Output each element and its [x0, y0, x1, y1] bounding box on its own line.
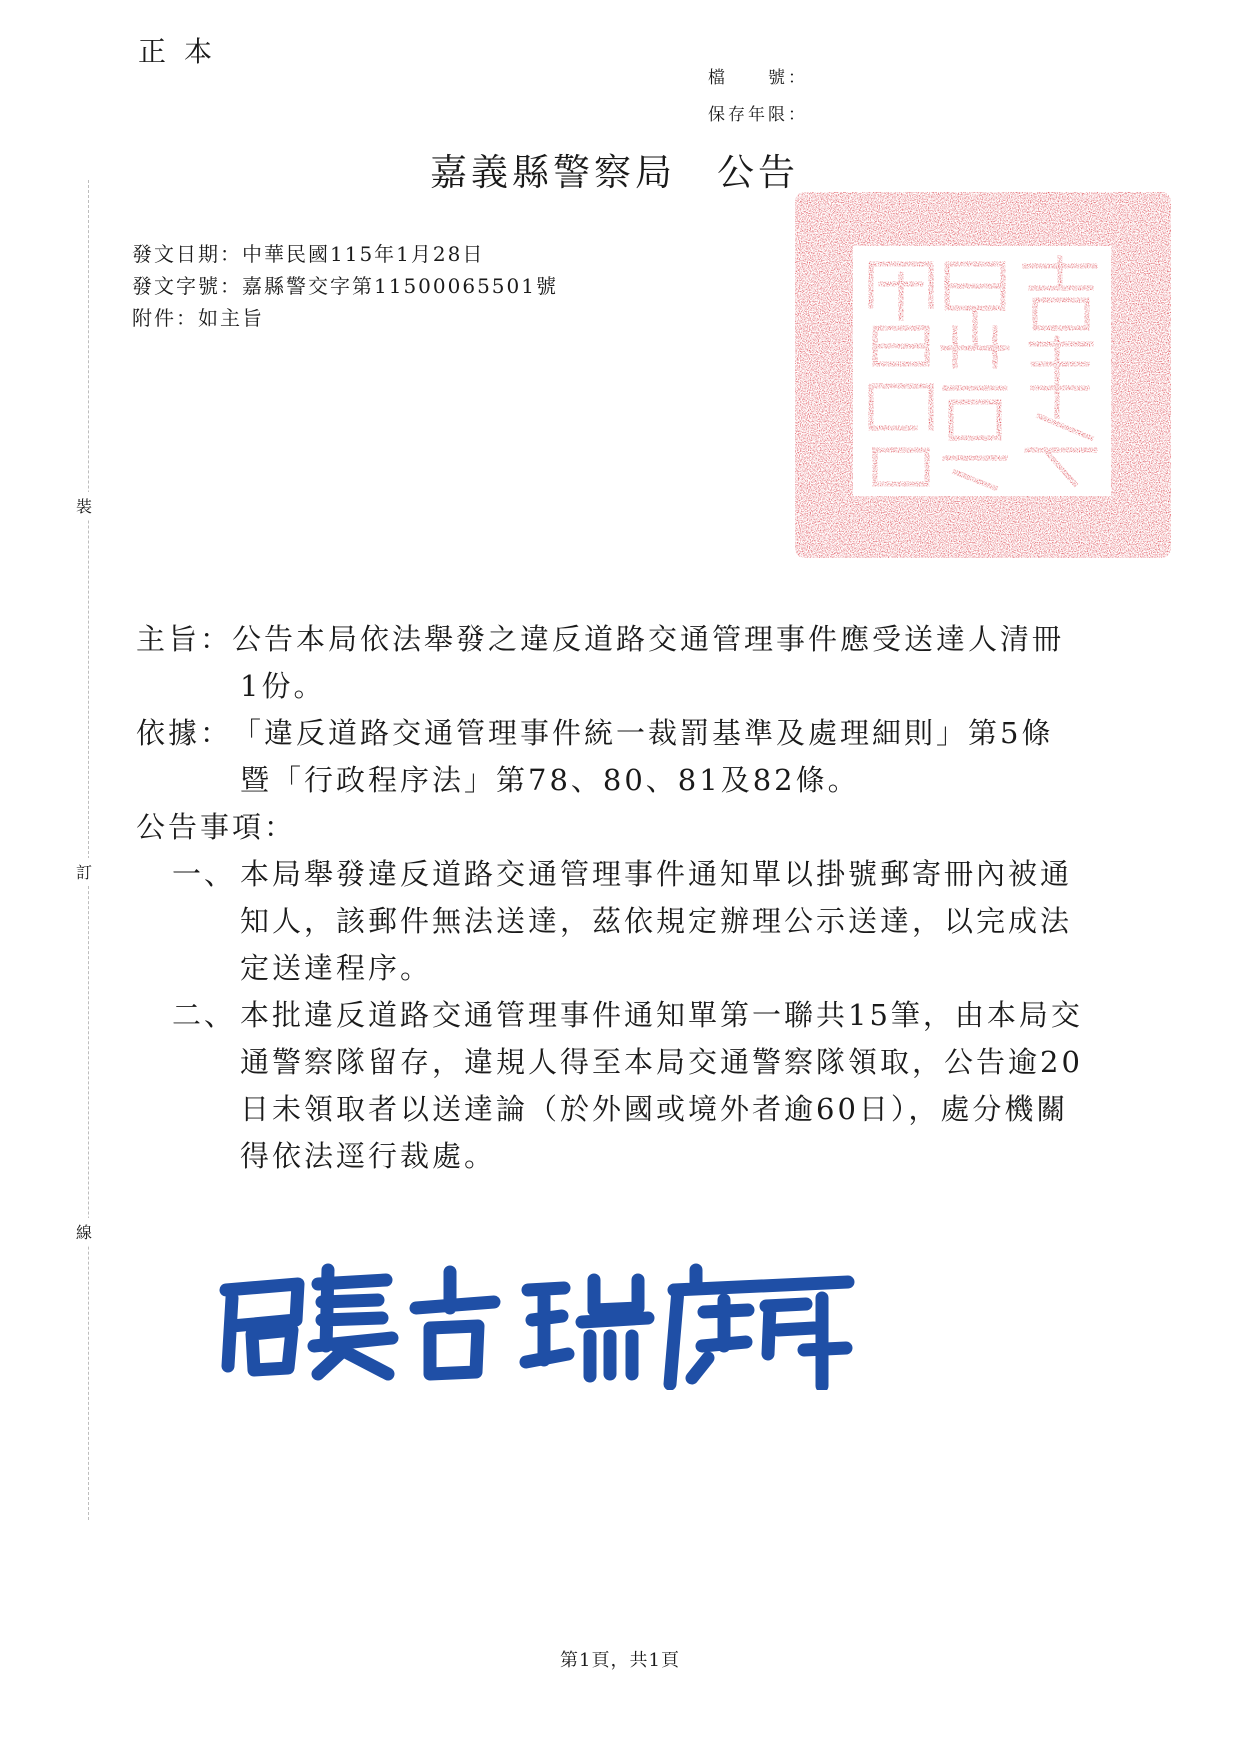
binding-mark-line: 線 [76, 1218, 92, 1245]
subject-line-1: 公告本局依法舉發之違反道路交通管理事件應受送達人清冊 [232, 622, 1065, 656]
copy-mark: 正本 [138, 35, 231, 68]
subject-paragraph [136, 616, 1064, 710]
issue-date: 發文日期：中華民國115年1月28日 [132, 242, 485, 266]
basis-label: 依據： [136, 716, 233, 750]
item-number: 二、 [172, 998, 237, 1032]
attachment-line: 附件：如主旨 [132, 306, 264, 330]
items-label: 公告事項： [136, 810, 297, 844]
subject-line-2: 1份。 [240, 669, 326, 703]
item-number: 一、 [172, 857, 237, 891]
item-line: 本批違反道路交通管理事件通知單第一聯共15筆，由本局交 [240, 998, 1083, 1032]
item-line: 知人，該郵件無法送達，茲依規定辦理公示送達，以完成法 [240, 904, 1073, 938]
basis-line-1: 「違反道路交通管理事件統一裁罰基準及處理細則」第5條 [232, 716, 1054, 750]
item-line: 得依法逕行裁處。 [240, 1139, 497, 1173]
page-title: 嘉義縣警察局 公告 [430, 151, 799, 194]
binding-mark-bind: 裝 [76, 492, 92, 519]
page-footer: 第1頁，共1頁 [560, 1650, 680, 1671]
director-signature-stamp [218, 1250, 868, 1390]
item-line: 本局舉發違反道路交通管理事件通知單以掛號郵寄冊內被通 [240, 857, 1073, 891]
retention-period-label: 保存年限： [708, 105, 808, 125]
item-line: 定送達程序。 [240, 951, 433, 985]
basis-paragraph [136, 710, 1053, 804]
announcement-item-2 [172, 992, 1112, 1180]
binding-line [88, 180, 89, 1520]
binding-mark-staple: 訂 [76, 858, 92, 885]
item-line: 通警察隊留存，違規人得至本局交通警察隊領取，公告逾20 [240, 1045, 1083, 1079]
official-seal [795, 188, 1171, 562]
announcement-item-1 [172, 851, 1112, 992]
basis-line-2: 暨「行政程序法」第78、80、81及82條。 [240, 763, 860, 797]
file-number-label: 檔 號： [708, 68, 808, 88]
reference-number: 發文字號：嘉縣警交字第11500065501號 [132, 274, 558, 298]
item-line: 日未領取者以送達論（於外國或境外者逾60日），處分機關 [240, 1092, 1069, 1126]
subject-label: 主旨： [136, 622, 233, 656]
